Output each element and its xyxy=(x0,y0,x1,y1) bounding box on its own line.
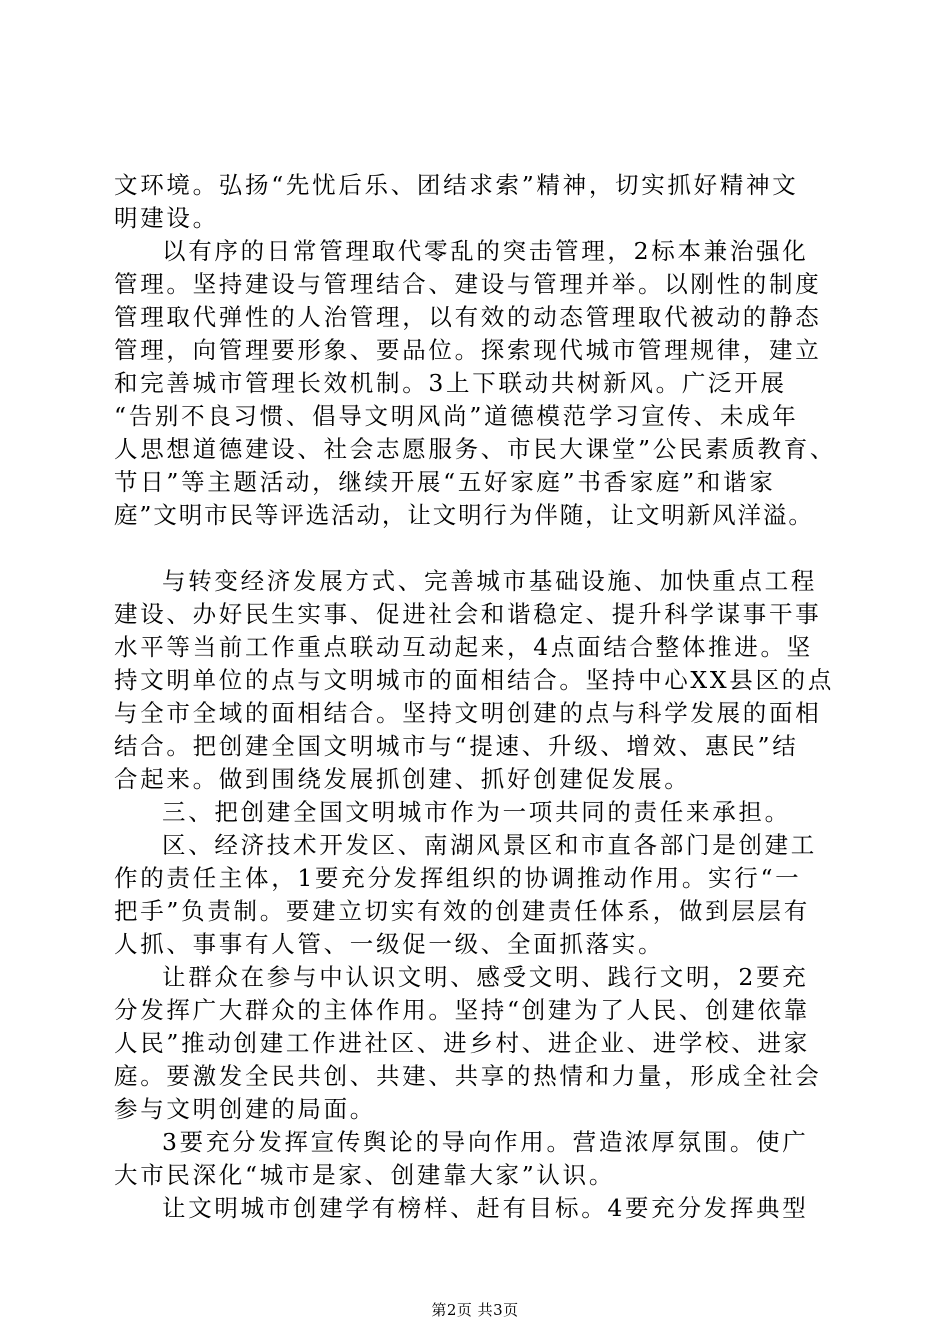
text-line: 和完善城市管理长效机制。3上下联动共树新风。广泛开展 xyxy=(114,369,787,397)
text-line: 与转变经济发展方式、完善城市基础设施、加快重点工程 xyxy=(162,567,817,595)
text-line: 管理取代弹性的人治管理，以有效的动态管理取代被动的静态 xyxy=(114,303,822,331)
text-line: 让群众在参与中认识文明、感受文明、践行文明，2要充 xyxy=(162,963,809,991)
text-line: 持文明单位的点与文明城市的面相结合。坚持中心XX县区的点 xyxy=(114,666,835,694)
text-line: 参与文明创建的局面。 xyxy=(114,1095,376,1123)
text-line: 作的责任主体，1要充分发挥组织的协调推动作用。实行“一 xyxy=(114,864,802,892)
text-line: 管理，向管理要形象、要品位。探索现代城市管理规律，建立 xyxy=(114,336,822,364)
text-line: 3要充分发挥宣传舆论的导向作用。营造浓厚氛围。使广 xyxy=(162,1128,809,1156)
text-line: 让文明城市创建学有榜样、赶有目标。4要充分发挥典型 xyxy=(162,1194,809,1222)
page-number-footer: 第2页 共3页 xyxy=(431,1301,519,1319)
text-line: 大市民深化“城市是家、创建靠大家”认识。 xyxy=(114,1161,616,1189)
text-line: 节日”等主题活动，继续开展“五好家庭”书香家庭”和谐家 xyxy=(114,468,776,496)
text-line: 管理。坚持建设与管理结合、建设与管理并举。以刚性的制度 xyxy=(114,270,822,298)
text-line: 庭”文明市民等评选活动，让文明行为伴随，让文明新风洋溢。 xyxy=(114,501,814,529)
text-line: 明建设。 xyxy=(114,204,219,232)
text-line: 人民”推动创建工作进社区、进乡村、进企业、进学校、进家 xyxy=(114,1029,810,1057)
section-heading: 三、把创建全国文明城市作为一项共同的责任来承担。 xyxy=(162,798,791,826)
text-line: 分发挥广大群众的主体作用。坚持“创建为了人民、创建依靠 xyxy=(114,996,810,1024)
text-line: 结合。把创建全国文明城市与“提速、升级、增效、惠民”结 xyxy=(114,732,799,760)
text-line: 人抓、事事有人管、一级促一级、全面抓落实。 xyxy=(114,930,665,958)
text-line: 建设、办好民生实事、促进社会和谐稳定、提升科学谋事干事 xyxy=(114,600,822,628)
text-line: 把手”负责制。要建立切实有效的创建责任体系，做到层层有 xyxy=(114,897,810,925)
text-line: 水平等当前工作重点联动互动起来，4点面结合整体推进。坚 xyxy=(114,633,813,661)
text-line: 合起来。做到围绕发展抓创建、抓好创建促发展。 xyxy=(114,765,691,793)
text-line: 与全市全域的面相结合。坚持文明创建的点与科学发展的面相 xyxy=(114,699,822,727)
text-line: 以有序的日常管理取代零乱的突击管理，2标本兼治强化 xyxy=(162,237,809,265)
text-line: “告别不良习惯、倡导文明风尚”道德模范学习宣传、未成年 xyxy=(114,402,799,430)
text-line: 庭。要激发全民共创、共建、共享的热情和力量，形成全社会 xyxy=(114,1062,822,1090)
text-line: 文环境。弘扬“先忧后乐、团结求索”精神，切实抓好精神文 xyxy=(114,171,799,199)
text-line: 区、经济技术开发区、南湖风景区和市直各部门是创建工 xyxy=(162,831,817,859)
text-line: 人思想道德建设、社会志愿服务、市民大课堂”公民素质教育、 xyxy=(114,435,837,463)
